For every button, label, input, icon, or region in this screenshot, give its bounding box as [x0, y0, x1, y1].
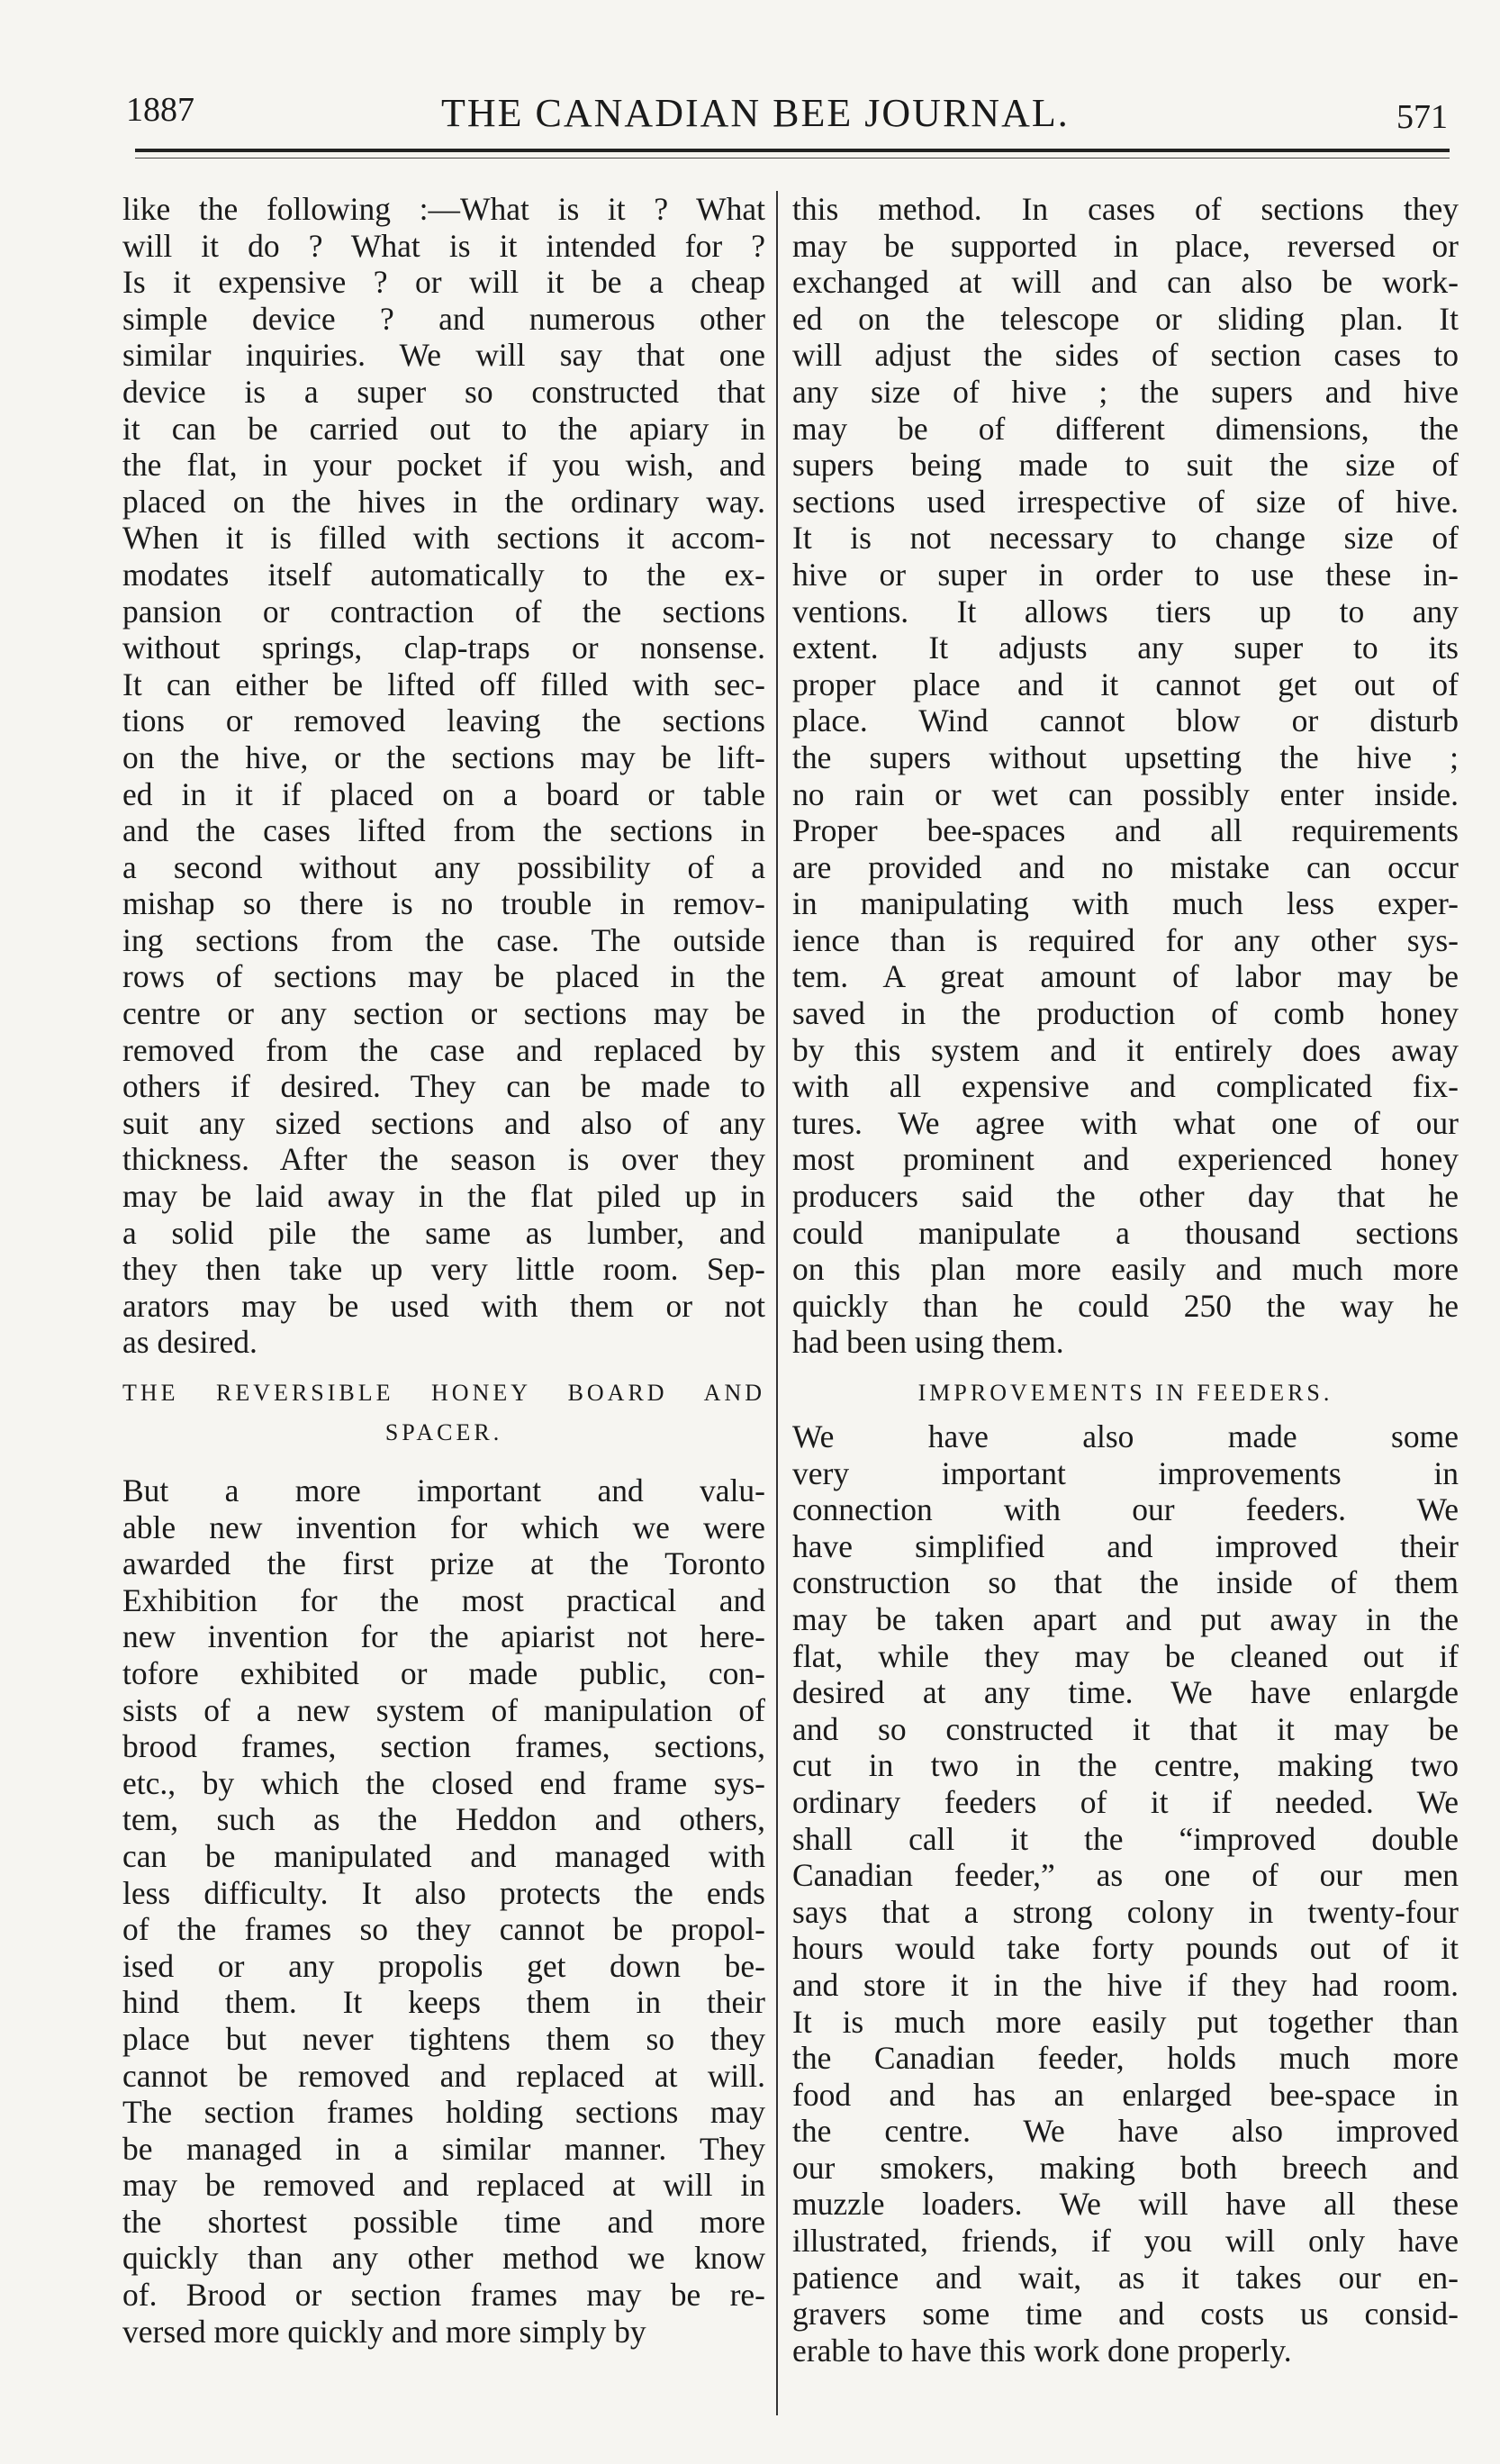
running-header [117, 90, 1468, 153]
column-divider [776, 191, 778, 2415]
text-line: quickly than he could 250 the way he [792, 1287, 1459, 1324]
text-line: hive or super in order to use these in- [792, 556, 1459, 593]
header-year: 1887 [126, 91, 194, 129]
text-line: simple device ? and numerous other [122, 300, 765, 337]
text-line: awarded the first prize at the Toronto [122, 1545, 765, 1582]
text-line: construction so that the inside of them [792, 1564, 1459, 1601]
text-line: arators may be used with them or not [122, 1287, 765, 1324]
text-line: tofore exhibited or made public, con- [122, 1654, 765, 1691]
text-line: Proper bee-spaces and all requirements [792, 812, 1459, 849]
section-heading-feeders: IMPROVEMENTS IN FEEDERS. [917, 1380, 1333, 1406]
header-rule [135, 149, 1450, 152]
text-line: of the frames so they cannot be propol- [122, 1911, 765, 1948]
text-line: placed on the hives in the ordinary way. [122, 483, 765, 520]
text-line: most prominent and experienced honey [792, 1141, 1459, 1178]
text-line: tures. We agree with what one of our [792, 1104, 1459, 1141]
text-line: a solid pile the same as lumber, and [122, 1214, 765, 1251]
text-line: sections used irrespective of size of hive. [792, 483, 1459, 520]
text-line: our smokers, making both breech and [792, 2149, 1459, 2186]
text-line: supers being made to suit the size of [792, 447, 1459, 484]
method-paragraph [792, 191, 1459, 1361]
text-line: etc., by which the closed end frame sys- [122, 1764, 765, 1801]
text-line: food and has an enlarged bee-space in [792, 2076, 1459, 2113]
text-line: ised or any propolis get down be- [122, 1947, 765, 1984]
text-line: hind them. It keeps them in their [122, 1984, 765, 2021]
text-line: will adjust the sides of section cases to [792, 337, 1459, 374]
text-line: as desired. [122, 1324, 258, 1361]
text-line: versed more quickly and more simply by [122, 2313, 646, 2350]
text-line: ing sections from the case. The outside [122, 921, 765, 958]
text-line: any size of hive ; the supers and hive [792, 373, 1459, 410]
text-line: Exhibition for the most practical and [122, 1581, 765, 1618]
text-line: removed from the case and replaced by [122, 1031, 765, 1068]
section-heading-honey-board: THE REVERSIBLE HONEY BOARD AND [122, 1380, 765, 1406]
text-line: on the hive, or the sections may be lift- [122, 738, 765, 775]
text-line: able new invention for which we were [122, 1508, 765, 1545]
text-line: by this system and it entirely does away [792, 1031, 1459, 1068]
super-paragraph [122, 191, 765, 1361]
text-line: muzzle loaders. We will have all these [792, 2186, 1459, 2223]
text-line: thickness. After the season is over they [122, 1141, 765, 1178]
text-line: rows of sections may be placed in the [122, 958, 765, 995]
text-line: brood frames, section frames, sections, [122, 1728, 765, 1765]
text-line: patience and wait, as it takes our en- [792, 2259, 1459, 2296]
text-line: and the cases lifted from the sections in [122, 812, 765, 849]
text-line: this method. In cases of sections they [792, 191, 1459, 227]
text-line: Is it expensive ? or will it be a cheap [122, 264, 765, 301]
page-number: 571 [1396, 98, 1448, 136]
text-line: in manipulating with much less exper- [792, 885, 1459, 922]
text-line: exchanged at will and can also be work- [792, 264, 1459, 301]
text-line: quickly than any other method we know [122, 2240, 765, 2277]
text-line: ordinary feeders of it if needed. We [792, 1783, 1459, 1820]
text-line: gravers some time and costs us consid- [792, 2296, 1459, 2333]
text-line: no rain or wet can possibly enter inside. [792, 775, 1459, 812]
text-line: sists of a new system of manipulation of [122, 1691, 765, 1728]
header-rule-thin [135, 158, 1450, 159]
text-line: tem, such as the Heddon and others, [122, 1801, 765, 1838]
text-line: place. Wind cannot blow or disturb [792, 702, 1459, 739]
text-line: the Canadian feeder, holds much more [792, 2040, 1459, 2077]
text-line: When it is filled with sections it accom- [122, 520, 765, 557]
text-line: will it do ? What is it intended for ? [122, 227, 765, 264]
text-line: hours would take forty pounds out of it [792, 1930, 1459, 1967]
text-line: may be of different dimensions, the [792, 410, 1459, 447]
text-line: extent. It adjusts any super to its [792, 630, 1459, 666]
text-line: a second without any possibility of a [122, 848, 765, 885]
text-line: pansion or contraction of the sections [122, 593, 765, 630]
text-line: are provided and no mistake can occur [792, 848, 1459, 885]
text-line: centre or any section or sections may be [122, 995, 765, 1032]
text-line: may be removed and replaced at will in [122, 2167, 765, 2204]
text-line: saved in the production of comb honey [792, 995, 1459, 1032]
text-line: mishap so there is no trouble in remov- [122, 885, 765, 922]
text-line: may be supported in place, reversed or [792, 227, 1459, 264]
text-line: the shortest possible time and more [122, 2203, 765, 2240]
section-heading-spacer: SPACER. [384, 1419, 503, 1445]
text-line: tem. A great amount of labor may be [792, 958, 1459, 995]
text-line: may be laid away in the flat piled up in [122, 1178, 765, 1215]
text-line: producers said the other day that he [792, 1178, 1459, 1215]
text-line: may be taken apart and put away in the [792, 1600, 1459, 1637]
text-line: ed on the telescope or sliding plan. It [792, 300, 1459, 337]
journal-title: THE CANADIAN BEE JOURNAL. [441, 91, 1070, 135]
text-line: be managed in a similar manner. They [122, 2130, 765, 2167]
text-line: Canadian feeder,” as one of our men [792, 1857, 1459, 1894]
text-line: The section frames holding sections may [122, 2094, 765, 2131]
text-line: it can be carried out to the apiary in [122, 410, 765, 447]
text-line: connection with our feeders. We [792, 1491, 1459, 1528]
text-line: flat, while they may be cleaned out if [792, 1637, 1459, 1674]
text-line: tions or removed leaving the sections [122, 702, 765, 739]
text-line: It is much more easily put together than [792, 2003, 1459, 2040]
text-line: modates itself automatically to the ex- [122, 556, 765, 593]
text-line: similar inquiries. We will say that one [122, 337, 765, 374]
text-line: the flat, in your pocket if you wish, and [122, 447, 765, 484]
text-line: of. Brood or section frames may be re- [122, 2277, 765, 2314]
text-line: less difficulty. It also protects the ends [122, 1874, 765, 1911]
text-line: cut in two in the centre, making two [792, 1747, 1459, 1784]
text-line: with all expensive and complicated fix- [792, 1068, 1459, 1105]
text-line: erable to have this work done properly. [792, 2332, 1292, 2369]
text-line: place but never tightens them so they [122, 2020, 765, 2057]
text-line: new invention for the apiarist not here- [122, 1618, 765, 1655]
right-column [792, 191, 1459, 2369]
text-line: had been using them. [792, 1324, 1064, 1361]
text-line: We have also made some [792, 1418, 1459, 1454]
text-line: and store it in the hive if they had room. [792, 1966, 1459, 2003]
honey-board-paragraph [122, 1472, 765, 2350]
left-column [122, 191, 765, 2350]
text-line: others if desired. They can be made to [122, 1068, 765, 1105]
text-line: could manipulate a thousand sections [792, 1214, 1459, 1251]
text-line: ience than is required for any other sys- [792, 921, 1459, 958]
feeders-paragraph [792, 1418, 1459, 2369]
text-line: illustrated, friends, if you will only have [792, 2223, 1459, 2260]
text-line: It can either be lifted off filled with sec- [122, 666, 765, 702]
text-line: It is not necessary to change size of [792, 520, 1459, 557]
text-line: says that a strong colony in twenty-four [792, 1893, 1459, 1930]
text-line: very important improvements in [792, 1454, 1459, 1491]
text-line: they then take up very little room. Sep- [122, 1251, 765, 1288]
text-line: desired at any time. We have enlargde [792, 1674, 1459, 1711]
text-line: cannot be removed and replaced at will. [122, 2057, 765, 2094]
text-line: can be manipulated and managed with [122, 1837, 765, 1874]
text-line: the supers without upsetting the hive ; [792, 738, 1459, 775]
text-line: on this plan more easily and much more [792, 1251, 1459, 1288]
text-line: But a more important and valu- [122, 1472, 765, 1508]
text-line: device is a super so constructed that [122, 373, 765, 410]
text-line: have simplified and improved their [792, 1527, 1459, 1564]
text-line: suit any sized sections and also of any [122, 1104, 765, 1141]
text-line: proper place and it cannot get out of [792, 666, 1459, 702]
text-line: ventions. It allows tiers up to any [792, 593, 1459, 630]
text-line: ed in it if placed on a board or table [122, 775, 765, 812]
text-line: shall call it the “improved double [792, 1820, 1459, 1857]
text-line: the centre. We have also improved [792, 2113, 1459, 2150]
text-line: and so constructed it that it may be [792, 1710, 1459, 1747]
text-line: like the following :—What is it ? What [122, 191, 765, 227]
text-line: without springs, clap-traps or nonsense. [122, 630, 765, 666]
